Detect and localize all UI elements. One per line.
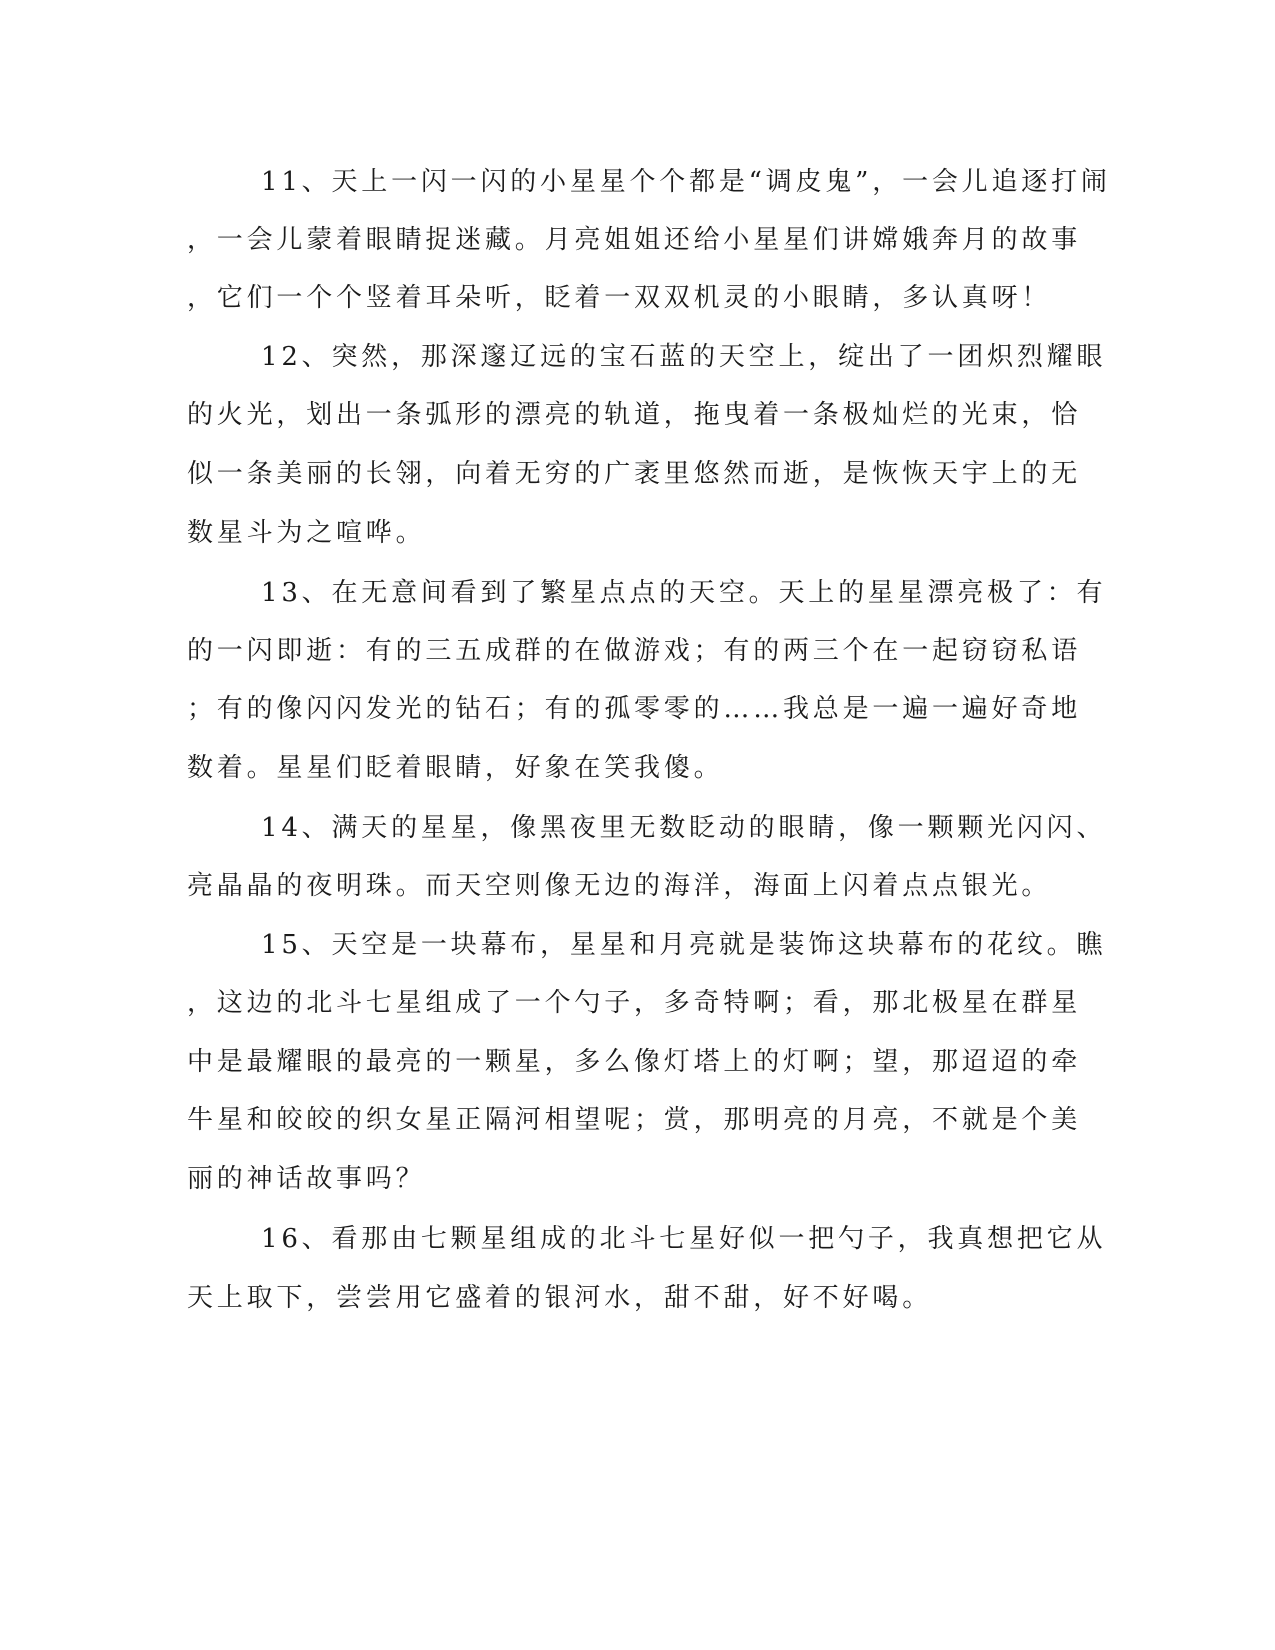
paragraph-13-line-3: ；有的像闪闪发光的钻石；有的孤零零的……我总是一遍一遍好奇地 (187, 694, 1082, 724)
paragraph-15-line-3: 中是最耀眼的最亮的一颗星，多么像灯塔上的灯啊；望，那迢迢的牵 (187, 1047, 1082, 1077)
paragraph-11-line-1: 11、天上一闪一闪的小星星个个都是“调皮鬼”，一会儿追逐打闹 (261, 167, 1111, 197)
paragraph-15-line-5: 丽的神话故事吗？ (187, 1164, 426, 1194)
paragraph-12-line-1: 12、突然，那深邃辽远的宝石蓝的天空上，绽出了一团炽烈耀眼 (261, 342, 1107, 372)
paragraph-15-line-4: 牛星和皎皎的织女星正隔河相望呢；赏，那明亮的月亮，不就是个美 (187, 1105, 1082, 1135)
paragraph-13-line-1: 13、在无意间看到了繁星点点的天空。天上的星星漂亮极了：有 (261, 578, 1107, 608)
paragraph-16-line-1: 16、看那由七颗星组成的北斗七星好似一把勺子，我真想把它从 (261, 1224, 1107, 1254)
paragraph-11-line-3: ，它们一个个竖着耳朵听，眨着一双双机灵的小眼睛，多认真呀！ (187, 283, 1052, 313)
paragraph-12-line-3: 似一条美丽的长翎，向着无穷的广袤里悠然而逝，是恢恢天宇上的无 (187, 459, 1082, 489)
paragraph-15-line-2: ，这边的北斗七星组成了一个勺子，多奇特啊；看，那北极星在群星 (187, 988, 1082, 1018)
paragraph-15-line-1: 15、天空是一块幕布，星星和月亮就是装饰这块幕布的花纹。瞧 (261, 930, 1107, 960)
paragraph-16-line-2: 天上取下，尝尝用它盛着的银河水，甜不甜，好不好喝。 (187, 1283, 933, 1313)
paragraph-12-line-2: 的火光，划出一条弧形的漂亮的轨道，拖曳着一条极灿烂的光束，恰 (187, 400, 1082, 430)
paragraph-13-line-4: 数着。星星们眨着眼睛，好象在笑我傻。 (187, 753, 724, 783)
paragraph-11-line-2: ，一会儿蒙着眼睛捉迷藏。月亮姐姐还给小星星们讲嫦娥奔月的故事 (187, 225, 1082, 255)
paragraph-14-line-1: 14、满天的星星，像黑夜里无数眨动的眼睛，像一颗颗光闪闪、 (261, 813, 1107, 843)
paragraph-14-line-2: 亮晶晶的夜明珠。而天空则像无边的海洋，海面上闪着点点银光。 (187, 871, 1052, 901)
paragraph-12-line-4: 数星斗为之喧哗。 (187, 518, 426, 548)
paragraph-13-line-2: 的一闪即逝：有的三五成群的在做游戏；有的两三个在一起窃窃私语 (187, 636, 1082, 666)
